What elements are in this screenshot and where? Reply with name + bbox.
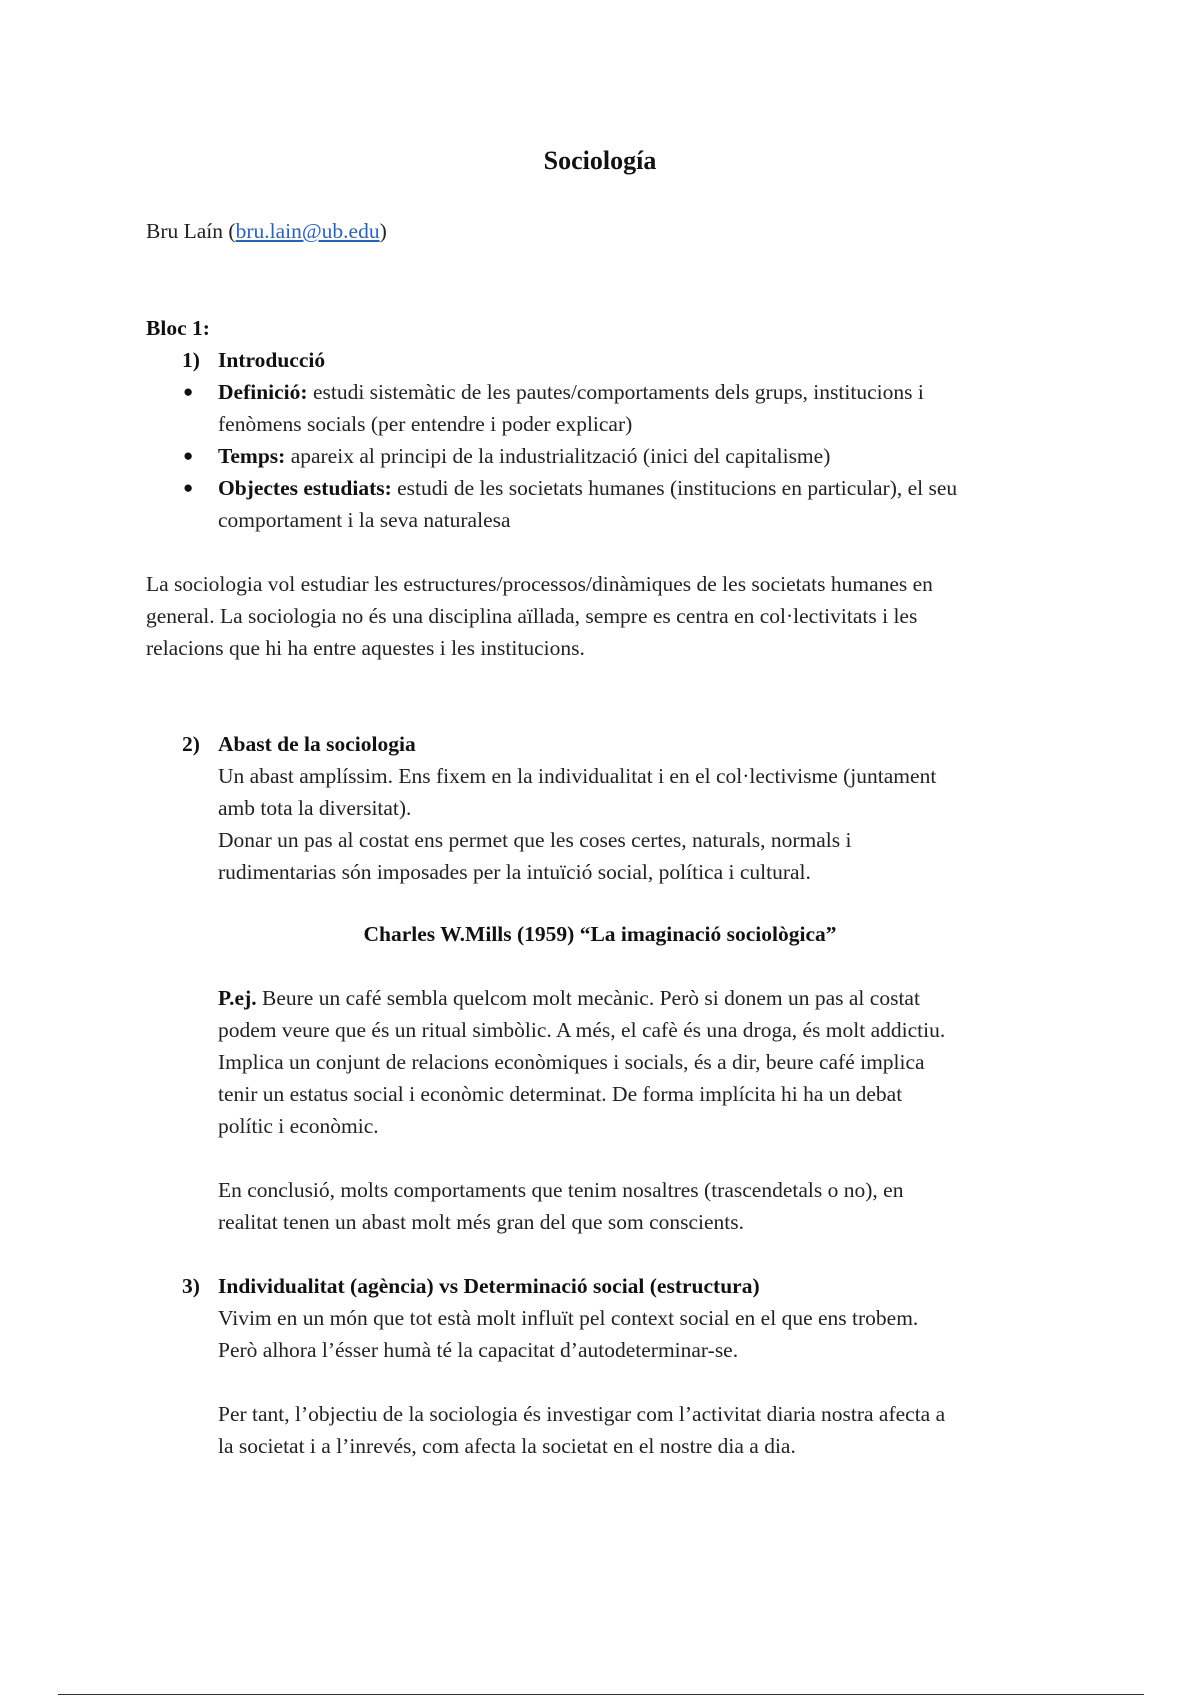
bullet-definicio-cont: fenòmens socials (per entendre i poder explicar) xyxy=(218,412,633,436)
section-2-line: Donar un pas al costat ens permet que les coses certes, naturals, normals i xyxy=(218,828,852,852)
bullet-definicio: Definició: estudi sistemàtic de les pautes/comportaments dels grups, institucions i xyxy=(218,380,924,404)
paragraph-line: general. La sociologia no és una disciplina aïllada, sempre es centra en col·lectivitats i les xyxy=(146,604,918,628)
section-3-line: Però alhora l’ésser humà té la capacitat d’autodeterminar-se. xyxy=(218,1338,739,1362)
example-line: tenir un estatus social i econòmic determinat. De forma implícita hi ha un debat xyxy=(218,1082,903,1106)
author-line xyxy=(146,215,387,247)
bullet-temps: Temps: apareix al principi de la industrialització (inici del capitalisme) xyxy=(218,444,831,468)
bloc-heading: Bloc 1: xyxy=(146,316,210,340)
section-2-number: 2) xyxy=(182,732,200,756)
conclusion-line: En conclusió, molts comportaments que tenim nosaltres (trascendetals o no), en xyxy=(218,1178,904,1202)
bullet-objectes: Objectes estudiats: estudi de les societats humanes (institucions en particular), el seu xyxy=(218,476,958,500)
bullet-1-icon: ● xyxy=(183,382,194,401)
example-line: podem veure que és un ritual simbòlic. A més, el cafè és una droga, és molt addictiu. xyxy=(218,1018,946,1042)
section-3-number: 3) xyxy=(182,1274,200,1298)
author-open-paren: ( xyxy=(228,219,236,243)
author-name: Bru Laín xyxy=(146,219,224,243)
bullet-objectes-cont: comportament i la seva naturalesa xyxy=(218,508,511,532)
author-email-link[interactable]: bru.lain@ub.edu xyxy=(235,219,380,243)
paragraph-line: relacions que hi ha entre aquestes i les institucions. xyxy=(146,636,585,660)
paragraph-line: La sociologia vol estudiar les estructures/processos/dinàmiques de les societats humanes en xyxy=(146,572,933,596)
section-1-number: 1) xyxy=(182,348,200,372)
bullet-2-icon: ● xyxy=(183,446,194,465)
conclusion-line: realitat tenen un abast molt més gran del que som conscients. xyxy=(218,1210,745,1234)
author-close-paren: ) xyxy=(379,219,387,243)
page-title: Sociología xyxy=(543,146,657,175)
example-line: Implica un conjunt de relacions econòmiques i socials, és a dir, beure café implica xyxy=(218,1050,925,1074)
example-line: P.ej. Beure un café sembla quelcom molt mecànic. Però si donem un pas al costat xyxy=(218,986,920,1010)
bullet-3-icon: ● xyxy=(183,478,194,497)
section-3-line: Vivim en un món que tot està molt influït pel context social en el que ens trobem. xyxy=(218,1306,919,1330)
section-2-line: rudimentarias són imposades per la intuïció social, política i cultural. xyxy=(218,860,811,884)
section-1-title: Introducció xyxy=(218,348,326,372)
footer-divider xyxy=(58,1694,1144,1695)
example-line: polític i econòmic. xyxy=(218,1114,379,1138)
section-2-line: amb tota la diversitat). xyxy=(218,796,412,820)
section-2-line: Un abast amplíssim. Ens fixem en la individualitat i en el col·lectivisme (juntament xyxy=(218,764,937,788)
section-3-title: Individualitat (agència) vs Determinació social (estructura) xyxy=(218,1274,760,1298)
citation-heading: Charles W.Mills (1959) “La imaginació sociològica” xyxy=(363,922,837,946)
section-2-title: Abast de la sociologia xyxy=(218,732,416,756)
objective-line: Per tant, l’objectiu de la sociologia és investigar com l’activitat diaria nostra afecta a xyxy=(218,1402,946,1426)
objective-line: la societat i a l’inrevés, com afecta la societat en el nostre dia a dia. xyxy=(218,1434,796,1458)
